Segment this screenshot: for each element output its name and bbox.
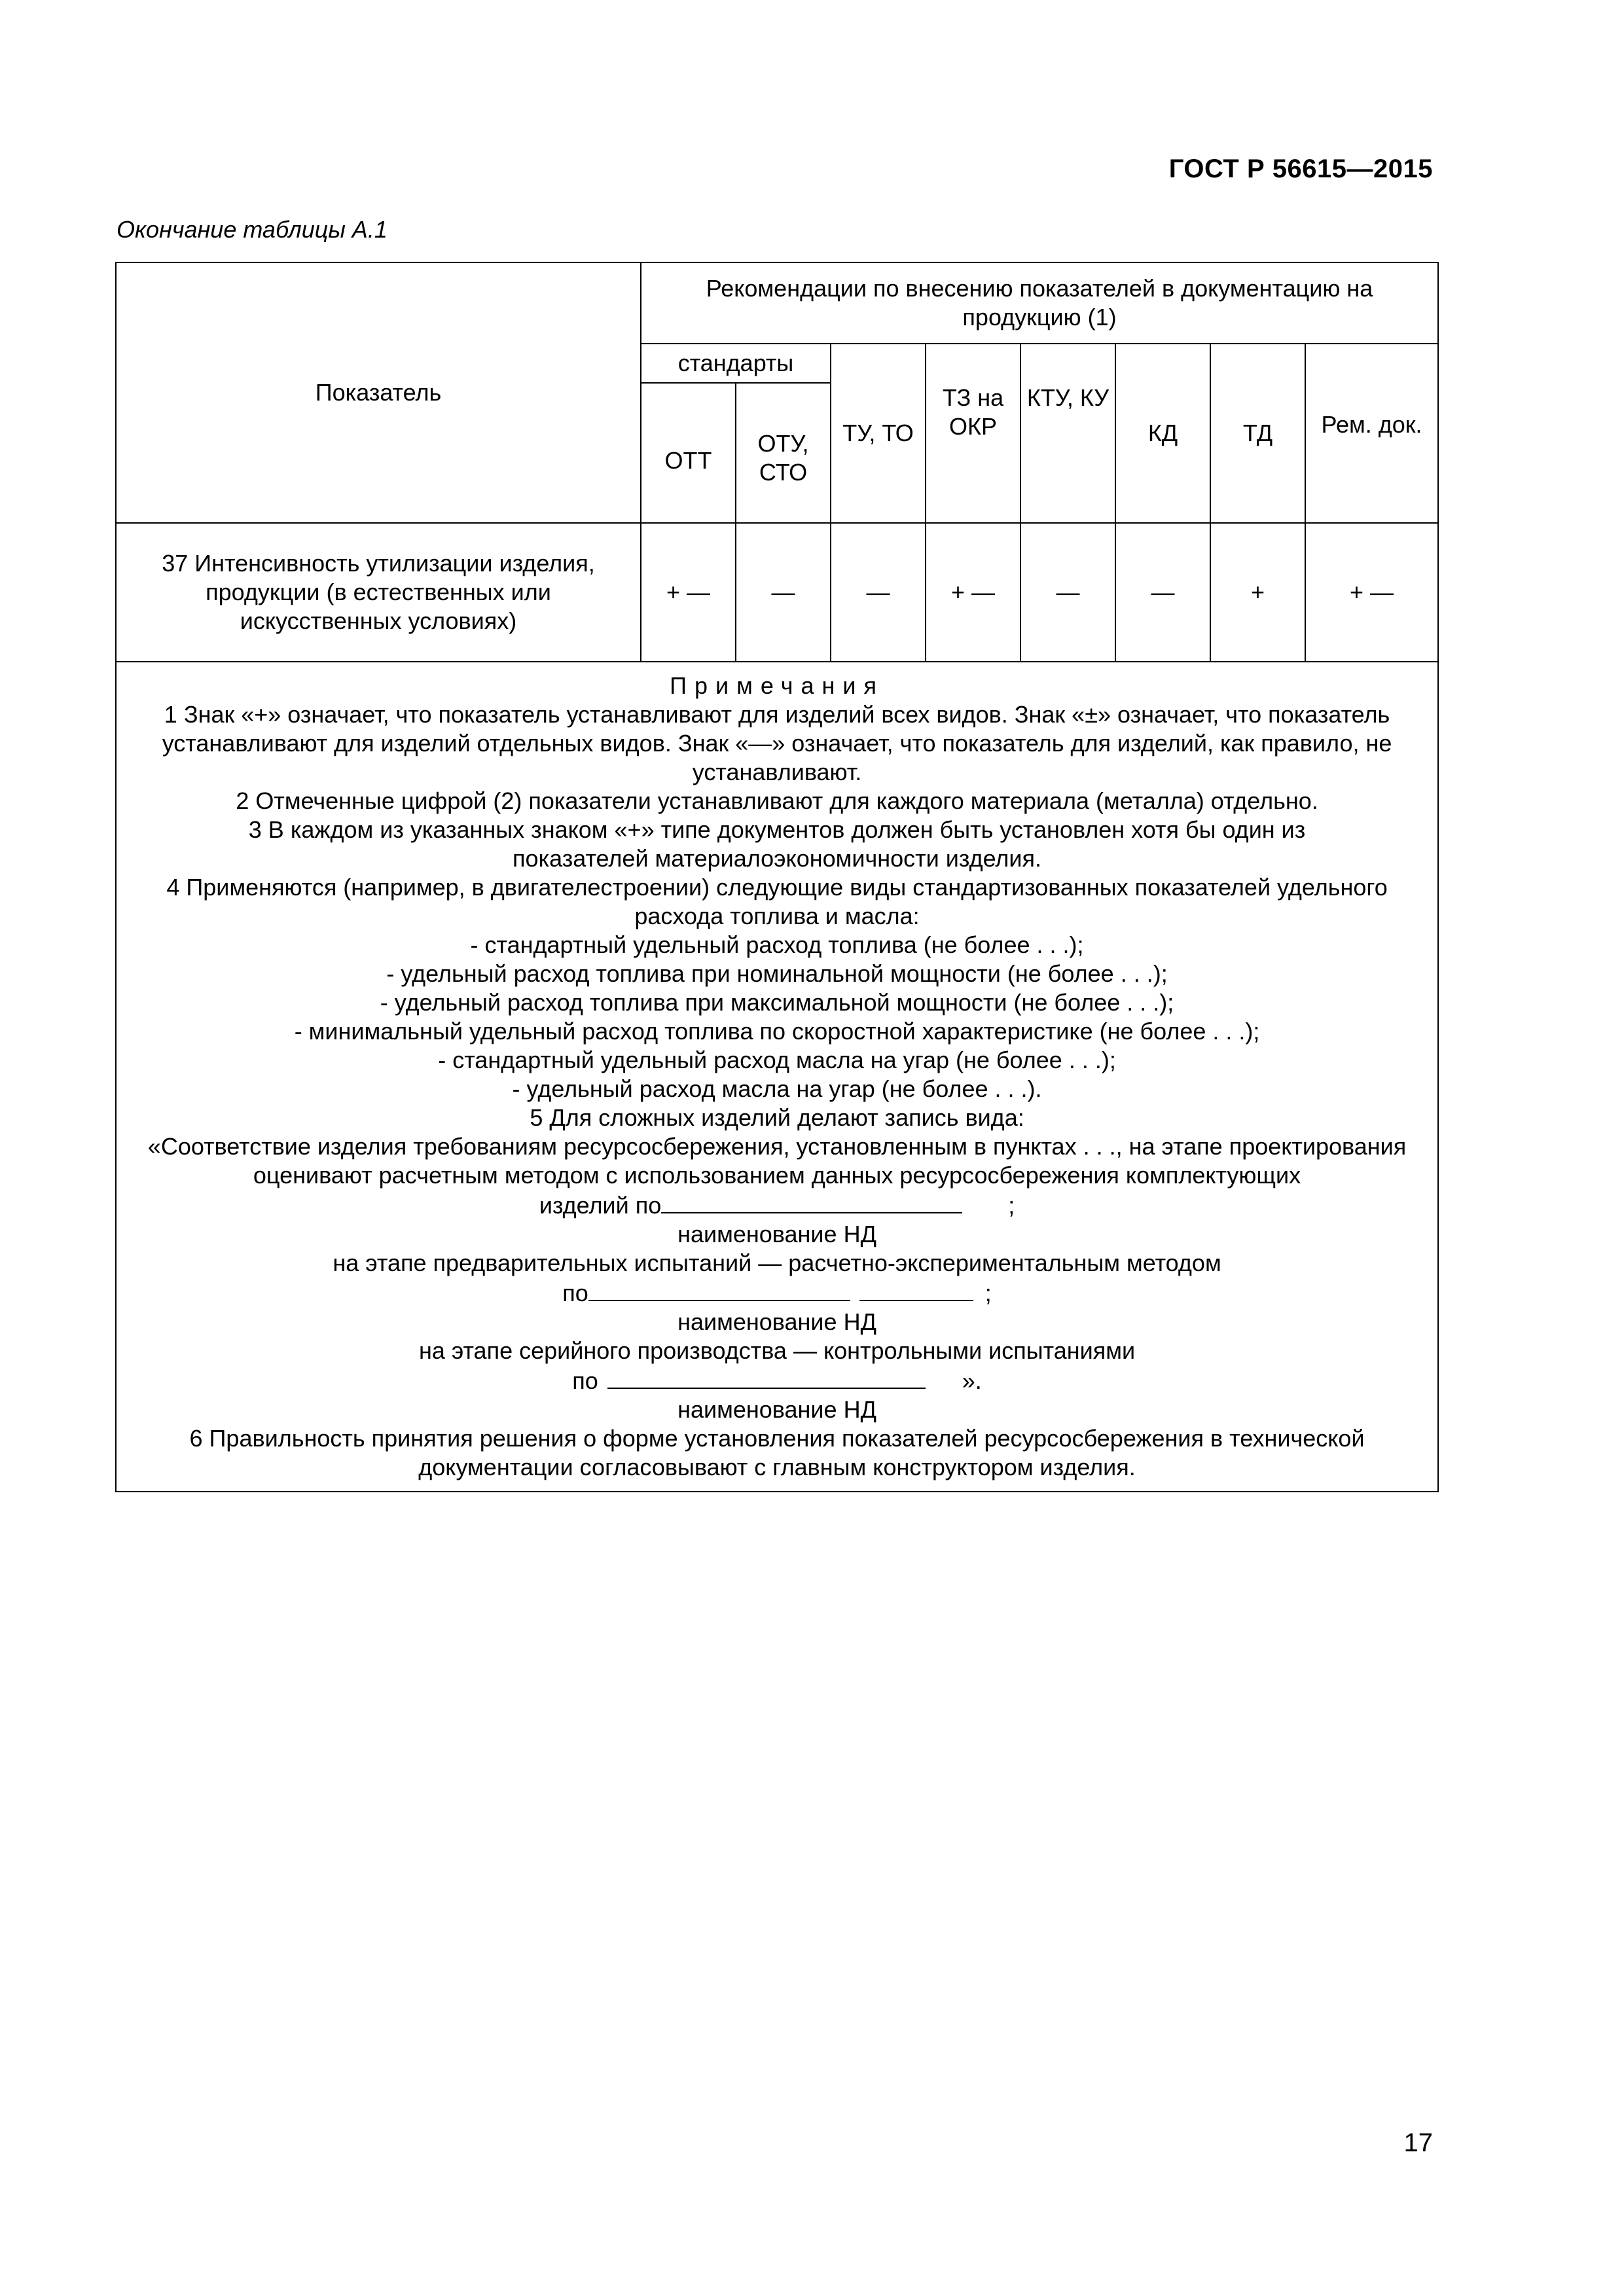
note-4-item: - удельный расход топлива при максимальной мощности (не более . . .); <box>380 989 1174 1016</box>
blank-line <box>607 1365 926 1389</box>
note-5-line-1 <box>127 1190 1427 1220</box>
nd-label-2: наименование НД <box>677 1308 876 1335</box>
note-4: 4 Применяются (например, в двигателестроении) следующие виды стандартизованных показателей удельного расхода топлива и масла: <box>166 874 1388 929</box>
row-value-kd: — <box>1115 523 1210 662</box>
note-5-line-1-suffix: ; <box>1008 1192 1015 1219</box>
note-4-item: - удельный расход масла на угар (не более . . .). <box>512 1075 1042 1102</box>
page-number: 17 <box>1403 2128 1433 2157</box>
note-5-line-1-prefix: изделий по <box>539 1192 662 1219</box>
blank-line <box>588 1278 850 1301</box>
nd-label-1: наименование НД <box>677 1221 876 1247</box>
standard-number: ГОСТ Р 56615—2015 <box>1168 154 1433 183</box>
note-5-line-3: на этапе серийного производства — контрольными испытаниями <box>418 1337 1136 1364</box>
row-value-ktu-ku: — <box>1020 523 1115 662</box>
note-5-line-3b <box>127 1365 1427 1395</box>
note-4-item: - минимальный удельный расход топлива по скоростной характеристике (не более . . .); <box>294 1018 1260 1045</box>
header-col-rem-dok: Рем. док. <box>1305 344 1438 523</box>
notes-cell <box>116 662 1438 1492</box>
blank-line <box>661 1190 962 1213</box>
blank-line <box>859 1278 973 1301</box>
note-5-line-2: на этапе предварительных испытаний — расчетно-экспериментальным методом <box>333 1249 1221 1276</box>
note-4-item: - удельный расход топлива при номинальной мощности (не более . . .); <box>386 960 1168 987</box>
header-standards: стандарты <box>641 344 831 383</box>
nd-label-3: наименование НД <box>677 1396 876 1423</box>
header-col-td: ТД <box>1210 344 1305 523</box>
row-value-td: + <box>1210 523 1305 662</box>
note-1: 1 Знак «+» означает, что показатель устанавливают для изделий всех видов. Знак «±» означает, что показатель устанавливают для изделий отдельных видов. Знак «—» означает, что показатель для изделий, как правило, не устанавливают. <box>162 701 1392 785</box>
header-col-ktu-ku: КТУ, КУ <box>1020 344 1115 523</box>
note-5-line-2-prefix: по <box>562 1280 588 1306</box>
note-5-line-2b <box>127 1278 1427 1308</box>
row-value-otu-sto: — <box>736 523 831 662</box>
note-6: 6 Правильность принятия решения о форме установления показателей ресурсосбережения в технической документации согласовывают с главным конструктором изделия. <box>189 1425 1365 1480</box>
note-5-line-2-suffix: ; <box>984 1280 992 1306</box>
row-value-tu-to: — <box>831 523 926 662</box>
header-col-tz-okr: ТЗ на ОКР <box>926 344 1020 523</box>
note-4-item: - стандартный удельный расход топлива (не более . . .); <box>470 931 1084 958</box>
header-col-tu-to: ТУ, ТО <box>831 344 926 523</box>
note-5-line-3-prefix: по <box>572 1367 598 1394</box>
note-4-item: - стандартный удельный расход масла на угар (не более . . .); <box>438 1047 1116 1073</box>
note-2: 2 Отмеченные цифрой (2) показатели устанавливают для каждого материала (металла) отдельно. <box>236 787 1318 814</box>
notes-title: Примечания <box>670 672 884 699</box>
header-indicator: Показатель <box>116 262 641 523</box>
header-col-otu-sto: ОТУ, СТО <box>736 383 831 523</box>
note-5-quote: «Соответствие изделия требованиям ресурсосбережения, установленным в пунктах . . ., на этапе проектирования оценивают расчетным методом с использованием данных ресурсосбережения комплектующих <box>147 1133 1407 1189</box>
table-caption: Окончание таблицы А.1 <box>117 216 388 243</box>
row-value-tz-okr: + — <box>926 523 1020 662</box>
row-indicator: 37 Интенсивность утилизации изделия, продукции (в естественных или искусственных условиях) <box>116 523 641 662</box>
note-5-line-3-suffix: ». <box>962 1367 982 1394</box>
row-value-ott: + — <box>641 523 736 662</box>
header-col-kd: КД <box>1115 344 1210 523</box>
header-col-ott: ОТТ <box>641 383 736 523</box>
header-recommendations: Рекомендации по внесению показателей в документацию на продукцию (1) <box>641 262 1438 344</box>
indicators-table <box>115 262 1439 1492</box>
note-5: 5 Для сложных изделий делают запись вида: <box>530 1104 1024 1131</box>
row-value-rem-dok: + — <box>1305 523 1438 662</box>
note-3: 3 В каждом из указанных знаком «+» типе документов должен быть установлен хотя бы один из показателей материалоэкономичности изделия. <box>248 816 1306 872</box>
